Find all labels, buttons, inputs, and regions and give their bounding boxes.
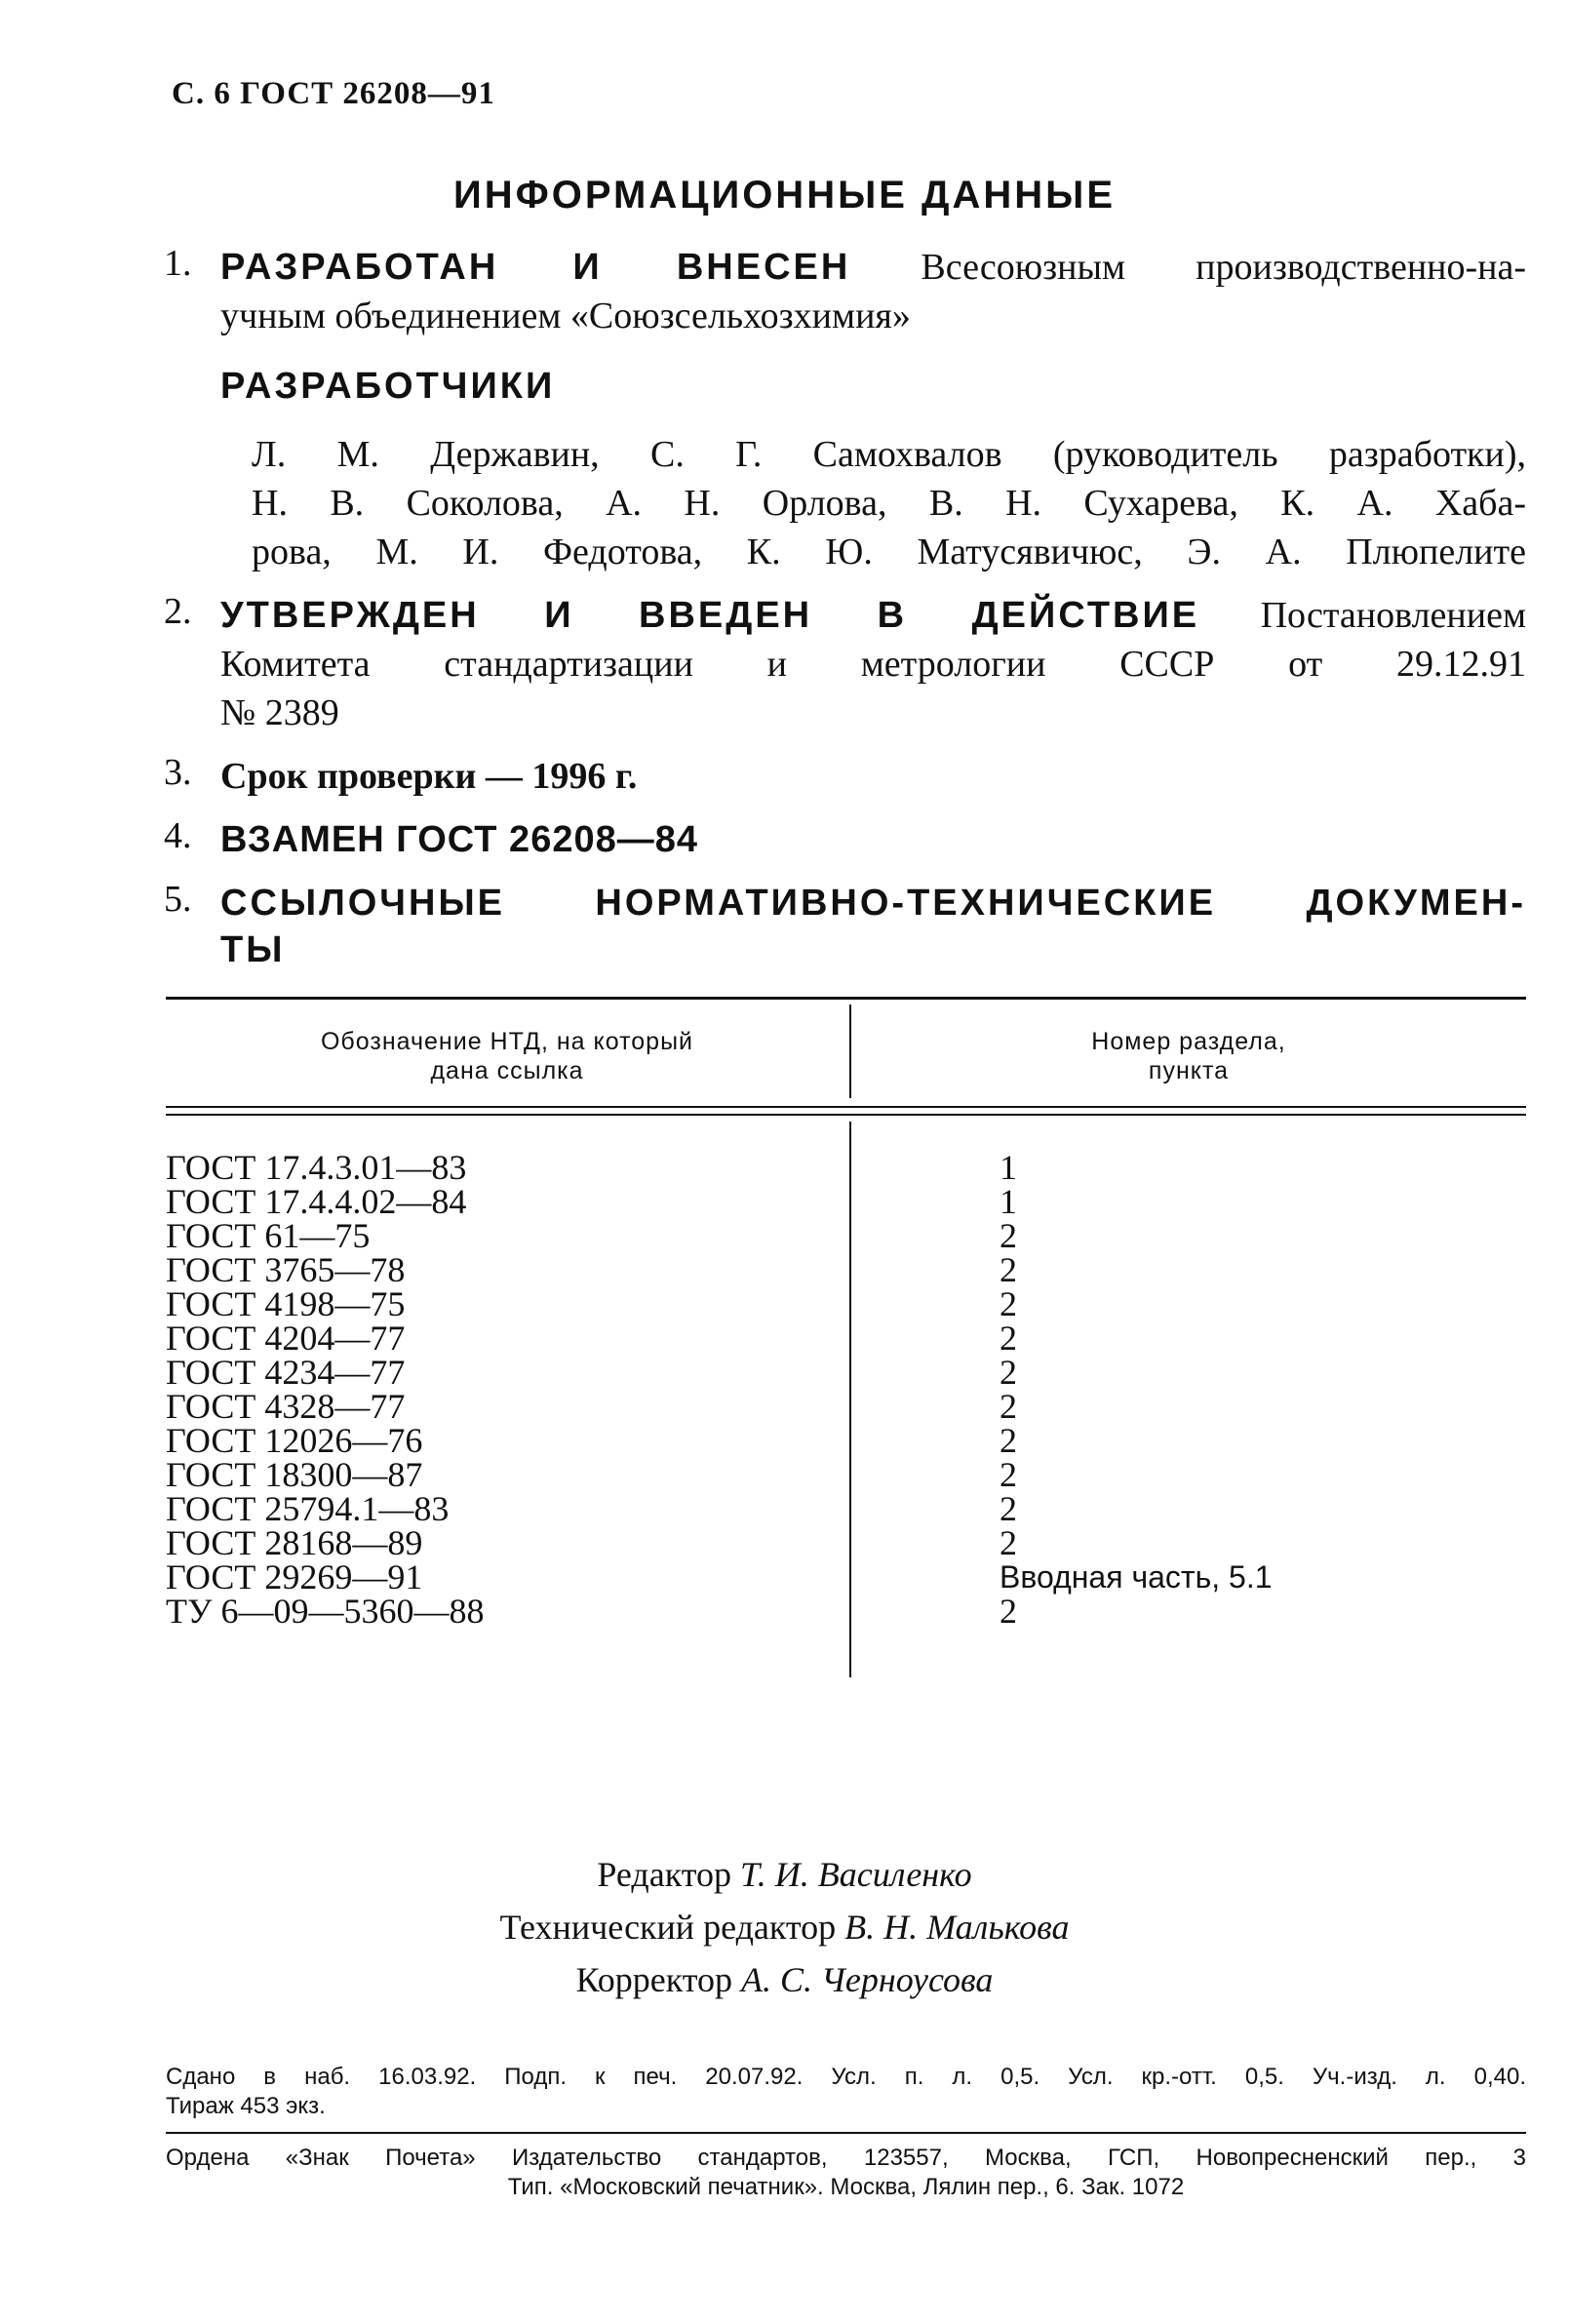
table-cell-doc: ГОСТ 29269—91 [166, 1557, 423, 1596]
table-top-rule [166, 997, 1526, 1000]
table-cell-section: 2 [1000, 1250, 1017, 1289]
tech-editor-line: Технический редактор В. Н. Малькова [499, 1908, 1070, 1947]
editor-name: Т. И. Василенко [740, 1855, 972, 1894]
item-heading: УТВЕРЖДЕН И ВВЕДЕН В ДЕЙСТВИЕ [220, 595, 1200, 636]
table-cell-section: Вводная часть, 5.1 [1000, 1559, 1273, 1595]
table-column-divider [849, 1122, 851, 1677]
corrector-line: Корректор А. С. Черноусова [575, 1960, 994, 1999]
item-number: 5. [164, 879, 192, 920]
table-cell-section: 2 [1000, 1523, 1017, 1562]
corrector-name: А. С. Черноусова [741, 1960, 994, 1999]
editor-line: Редактор Т. И. Василенко [597, 1855, 972, 1894]
table-cell-doc: ГОСТ 12026—76 [166, 1421, 423, 1460]
table-cell-doc: ГОСТ 17.4.3.01—83 [166, 1148, 467, 1187]
printer-line: Тип. «Московский печатник». Москва, Лялин пер., 6. Зак. 1072 [507, 2174, 1185, 2200]
item-number: 1. [164, 243, 192, 284]
item-heading: РАЗРАБОТАН И ВНЕСЕН [220, 247, 851, 288]
table-cell-doc: ТУ 6—09—5360—88 [166, 1592, 485, 1631]
table-cell-section: 2 [1000, 1592, 1017, 1631]
table-cell-section: 2 [1000, 1387, 1017, 1426]
table-cell-doc: ГОСТ 4204—77 [166, 1319, 406, 1358]
table-cell-doc: ГОСТ 4234—77 [166, 1353, 406, 1392]
references-heading: ССЫЛОЧНЫЕ НОРМАТИВНО-ТЕХНИЧЕСКИЕ ДОКУМЕН- [220, 883, 1526, 924]
references-heading-cont: ТЫ [220, 929, 286, 970]
table-cell-section: 2 [1000, 1319, 1017, 1358]
table-cell-doc: ГОСТ 18300—87 [166, 1455, 423, 1494]
developers-line: Н. В. Соколова, А. Н. Орлова, В. Н. Сухарева, К. А. Хаба- [252, 483, 1526, 524]
table-cell-doc: ГОСТ 28168—89 [166, 1523, 423, 1562]
page-header: С. 6 ГОСТ 26208—91 [172, 76, 495, 111]
replaces-standard: ВЗАМЕН ГОСТ 26208—84 [220, 819, 698, 860]
item-text: Всесоюзным производственно-на- [921, 247, 1526, 288]
table-cell-section: 1 [1000, 1148, 1017, 1187]
table-cell-section: 2 [1000, 1216, 1017, 1255]
item-number: 2. [164, 591, 192, 632]
table-cell-doc: ГОСТ 3765—78 [166, 1250, 406, 1289]
table-cell-doc: ГОСТ 4328—77 [166, 1387, 406, 1426]
credits [0, 1848, 1569, 2006]
page-title: ИНФОРМАЦИОННЫЕ ДАННЫЕ [452, 174, 1117, 217]
tech-editor-name: В. Н. Малькова [844, 1908, 1070, 1947]
imprint-rule [166, 2132, 1526, 2134]
item-text-line: учным объединением «Союзсельхозхимия» [220, 295, 911, 336]
table-cell-doc: ГОСТ 4198—75 [166, 1284, 406, 1323]
item-text-line: № 2389 [220, 692, 339, 733]
table-cell-section: 2 [1000, 1489, 1017, 1528]
table-cell-section: 2 [1000, 1284, 1017, 1323]
table-header-rule [166, 1106, 1526, 1108]
item-number: 3. [164, 752, 192, 793]
developers-line: рова, М. И. Федотова, К. Ю. Матусявичюс, Э. А. Плюпелите [252, 532, 1526, 572]
table-cell-doc: ГОСТ 61—75 [166, 1216, 371, 1255]
table-cell-doc: ГОСТ 17.4.4.02—84 [166, 1182, 467, 1221]
developers-line: Л. М. Державин, С. Г. Самохвалов (руководитель разработки), [252, 434, 1526, 475]
review-period: Срок проверки — 1996 г. [220, 756, 638, 797]
developers-heading: РАЗРАБОТЧИКИ [220, 366, 556, 407]
table-section-column [1000, 1148, 1273, 1631]
table-header-section: Номер раздела, пункта [1091, 1028, 1286, 1084]
table-cell-section: 2 [1000, 1421, 1017, 1460]
table-cell-section: 2 [1000, 1455, 1017, 1494]
table-header-rule [166, 1114, 1526, 1116]
table-cell-doc: ГОСТ 25794.1—83 [166, 1489, 450, 1528]
table-cell-section: 2 [1000, 1353, 1017, 1392]
table-header-doc: Обозначение НТД, на который дана ссылка [320, 1028, 694, 1084]
publisher-line: Ордена «Знак Почета» Издательство стандартов, 123557, Москва, ГСП, Новопресненский пер., 3 [166, 2145, 1526, 2171]
imprint-line: Тираж 453 экз. [166, 2093, 326, 2119]
table-cell-section: 1 [1000, 1182, 1017, 1221]
item-number: 4. [164, 815, 192, 856]
item-text: Постановлением [1260, 595, 1526, 636]
imprint-line: Сдано в наб. 16.03.92. Подп. к печ. 20.07.92. Усл. п. л. 0,5. Усл. кр.-отт. 0,5. Уч.-изд. л. 0,40. [166, 2064, 1526, 2090]
table-doc-column [166, 1148, 485, 1631]
item-text-line: Комитета стандартизации и метрологии СССР от 29.12.91 [220, 644, 1526, 685]
